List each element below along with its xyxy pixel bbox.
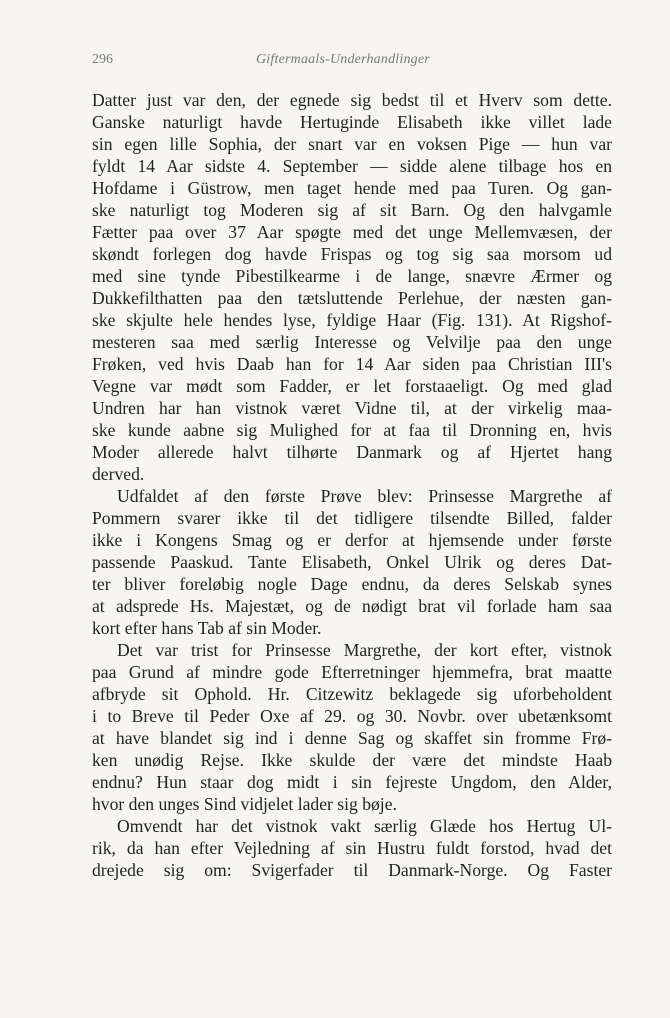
text-line: ske skjulte hele hendes lyse, fyldige Haar (Fig. 131). At Rigshof- bbox=[92, 310, 612, 330]
text-line: Moder allerede halvt tilhørte Danmark og af Hjertet hang bbox=[92, 442, 612, 462]
text-line: sin egen lille Sophia, der snart var en voksen Pige — hun var bbox=[92, 134, 612, 154]
text-line: endnu? Hun staar dog midt i sin fejreste Ungdom, den Alder, bbox=[92, 772, 612, 792]
text-line: Dukkefilthatten paa den tætsluttende Perlehue, der næsten gan- bbox=[92, 288, 612, 308]
text-line: ske kunde aabne sig Mulighed for at faa til Dronning en, hvis bbox=[92, 420, 612, 440]
text-line: skøndt forlegen dog havde Frispas og tog sig saa morsom ud bbox=[92, 244, 612, 264]
text-line: Fætter paa over 37 Aar spøgte med det unge Mellemvæsen, der bbox=[92, 222, 612, 242]
text-line: kort efter hans Tab af sin Moder. bbox=[92, 618, 322, 638]
text-line: Omvendt har det vistnok vakt særlig Glæde hos Hertug Ul- bbox=[117, 816, 612, 836]
page-number: 296 bbox=[92, 52, 113, 67]
text-line: ter bliver foreløbig nogle Dage endnu, da deres Selskab synes bbox=[92, 574, 612, 594]
paragraph bbox=[92, 89, 612, 485]
paragraph bbox=[92, 485, 612, 639]
text-line: hvor den unges Sind vidjelet lader sig bøje. bbox=[92, 794, 397, 814]
running-head: Giftermaals-Underhandlinger bbox=[256, 52, 430, 67]
page-header bbox=[92, 52, 612, 74]
text-line: med sine tynde Pibestilkearme i de lange, snævre Ærmer og bbox=[92, 266, 612, 286]
text-line: Vegne var mødt som Fadder, er let forstaaeligt. Og med glad bbox=[92, 376, 612, 396]
text-line: ikke i Kongens Smag og er derfor at hjemsende under første bbox=[92, 530, 612, 550]
text-line: afbryde sit Ophold. Hr. Citzewitz beklagede sig uforbeholdent bbox=[92, 684, 612, 704]
text-line: paa Grund af mindre gode Efterretninger hjemmefra, brat maatte bbox=[92, 662, 612, 682]
paragraph bbox=[92, 639, 612, 815]
text-line: Udfaldet af den første Prøve blev: Prinsesse Margrethe af bbox=[117, 486, 612, 506]
body-text bbox=[92, 89, 612, 881]
text-line: Det var trist for Prinsesse Margrethe, der kort efter, vistnok bbox=[117, 640, 612, 660]
text-line: derved. bbox=[92, 464, 145, 484]
text-line: mesteren saa med særlig Interesse og Velvilje paa den unge bbox=[92, 332, 612, 352]
text-line: rik, da han efter Vejledning af sin Hustru fuldt forstod, hvad det bbox=[92, 838, 612, 858]
text-line: drejede sig om: Svigerfader til Danmark-Norge. Og Faster bbox=[92, 860, 612, 880]
text-line: at adsprede Hs. Majestæt, og de nødigt brat vil forlade ham saa bbox=[92, 596, 612, 616]
text-line: i to Breve til Peder Oxe af 29. og 30. Novbr. over ubetænksomt bbox=[92, 706, 612, 726]
text-line: Undren har han vistnok været Vidne til, at der virkelig maa- bbox=[92, 398, 612, 418]
text-line: at have blandet sig ind i denne Sag og skaffet sin fromme Frø- bbox=[92, 728, 612, 748]
text-line: Pommern svarer ikke til det tidligere tilsendte Billed, falder bbox=[92, 508, 612, 528]
paragraph bbox=[92, 815, 612, 881]
text-line: fyldt 14 Aar sidste 4. September — sidde alene tilbage hos en bbox=[92, 156, 612, 176]
text-line: ken unødig Rejse. Ikke skulde der være det mindste Haab bbox=[92, 750, 612, 770]
text-line: ske naturligt tog Moderen sig af sit Barn. Og den halvgamle bbox=[92, 200, 612, 220]
text-line: passende Paaskud. Tante Elisabeth, Onkel Ulrik og deres Dat- bbox=[92, 552, 612, 572]
text-line: Frøken, ved hvis Daab han for 14 Aar siden paa Christian III's bbox=[92, 354, 612, 374]
text-line: Ganske naturligt havde Hertuginde Elisabeth ikke villet lade bbox=[92, 112, 612, 132]
text-line: Datter just var den, der egnede sig bedst til et Hverv som dette. bbox=[92, 90, 612, 110]
text-line: Hofdame i Güstrow, men taget hende med paa Turen. Og gan- bbox=[92, 178, 612, 198]
